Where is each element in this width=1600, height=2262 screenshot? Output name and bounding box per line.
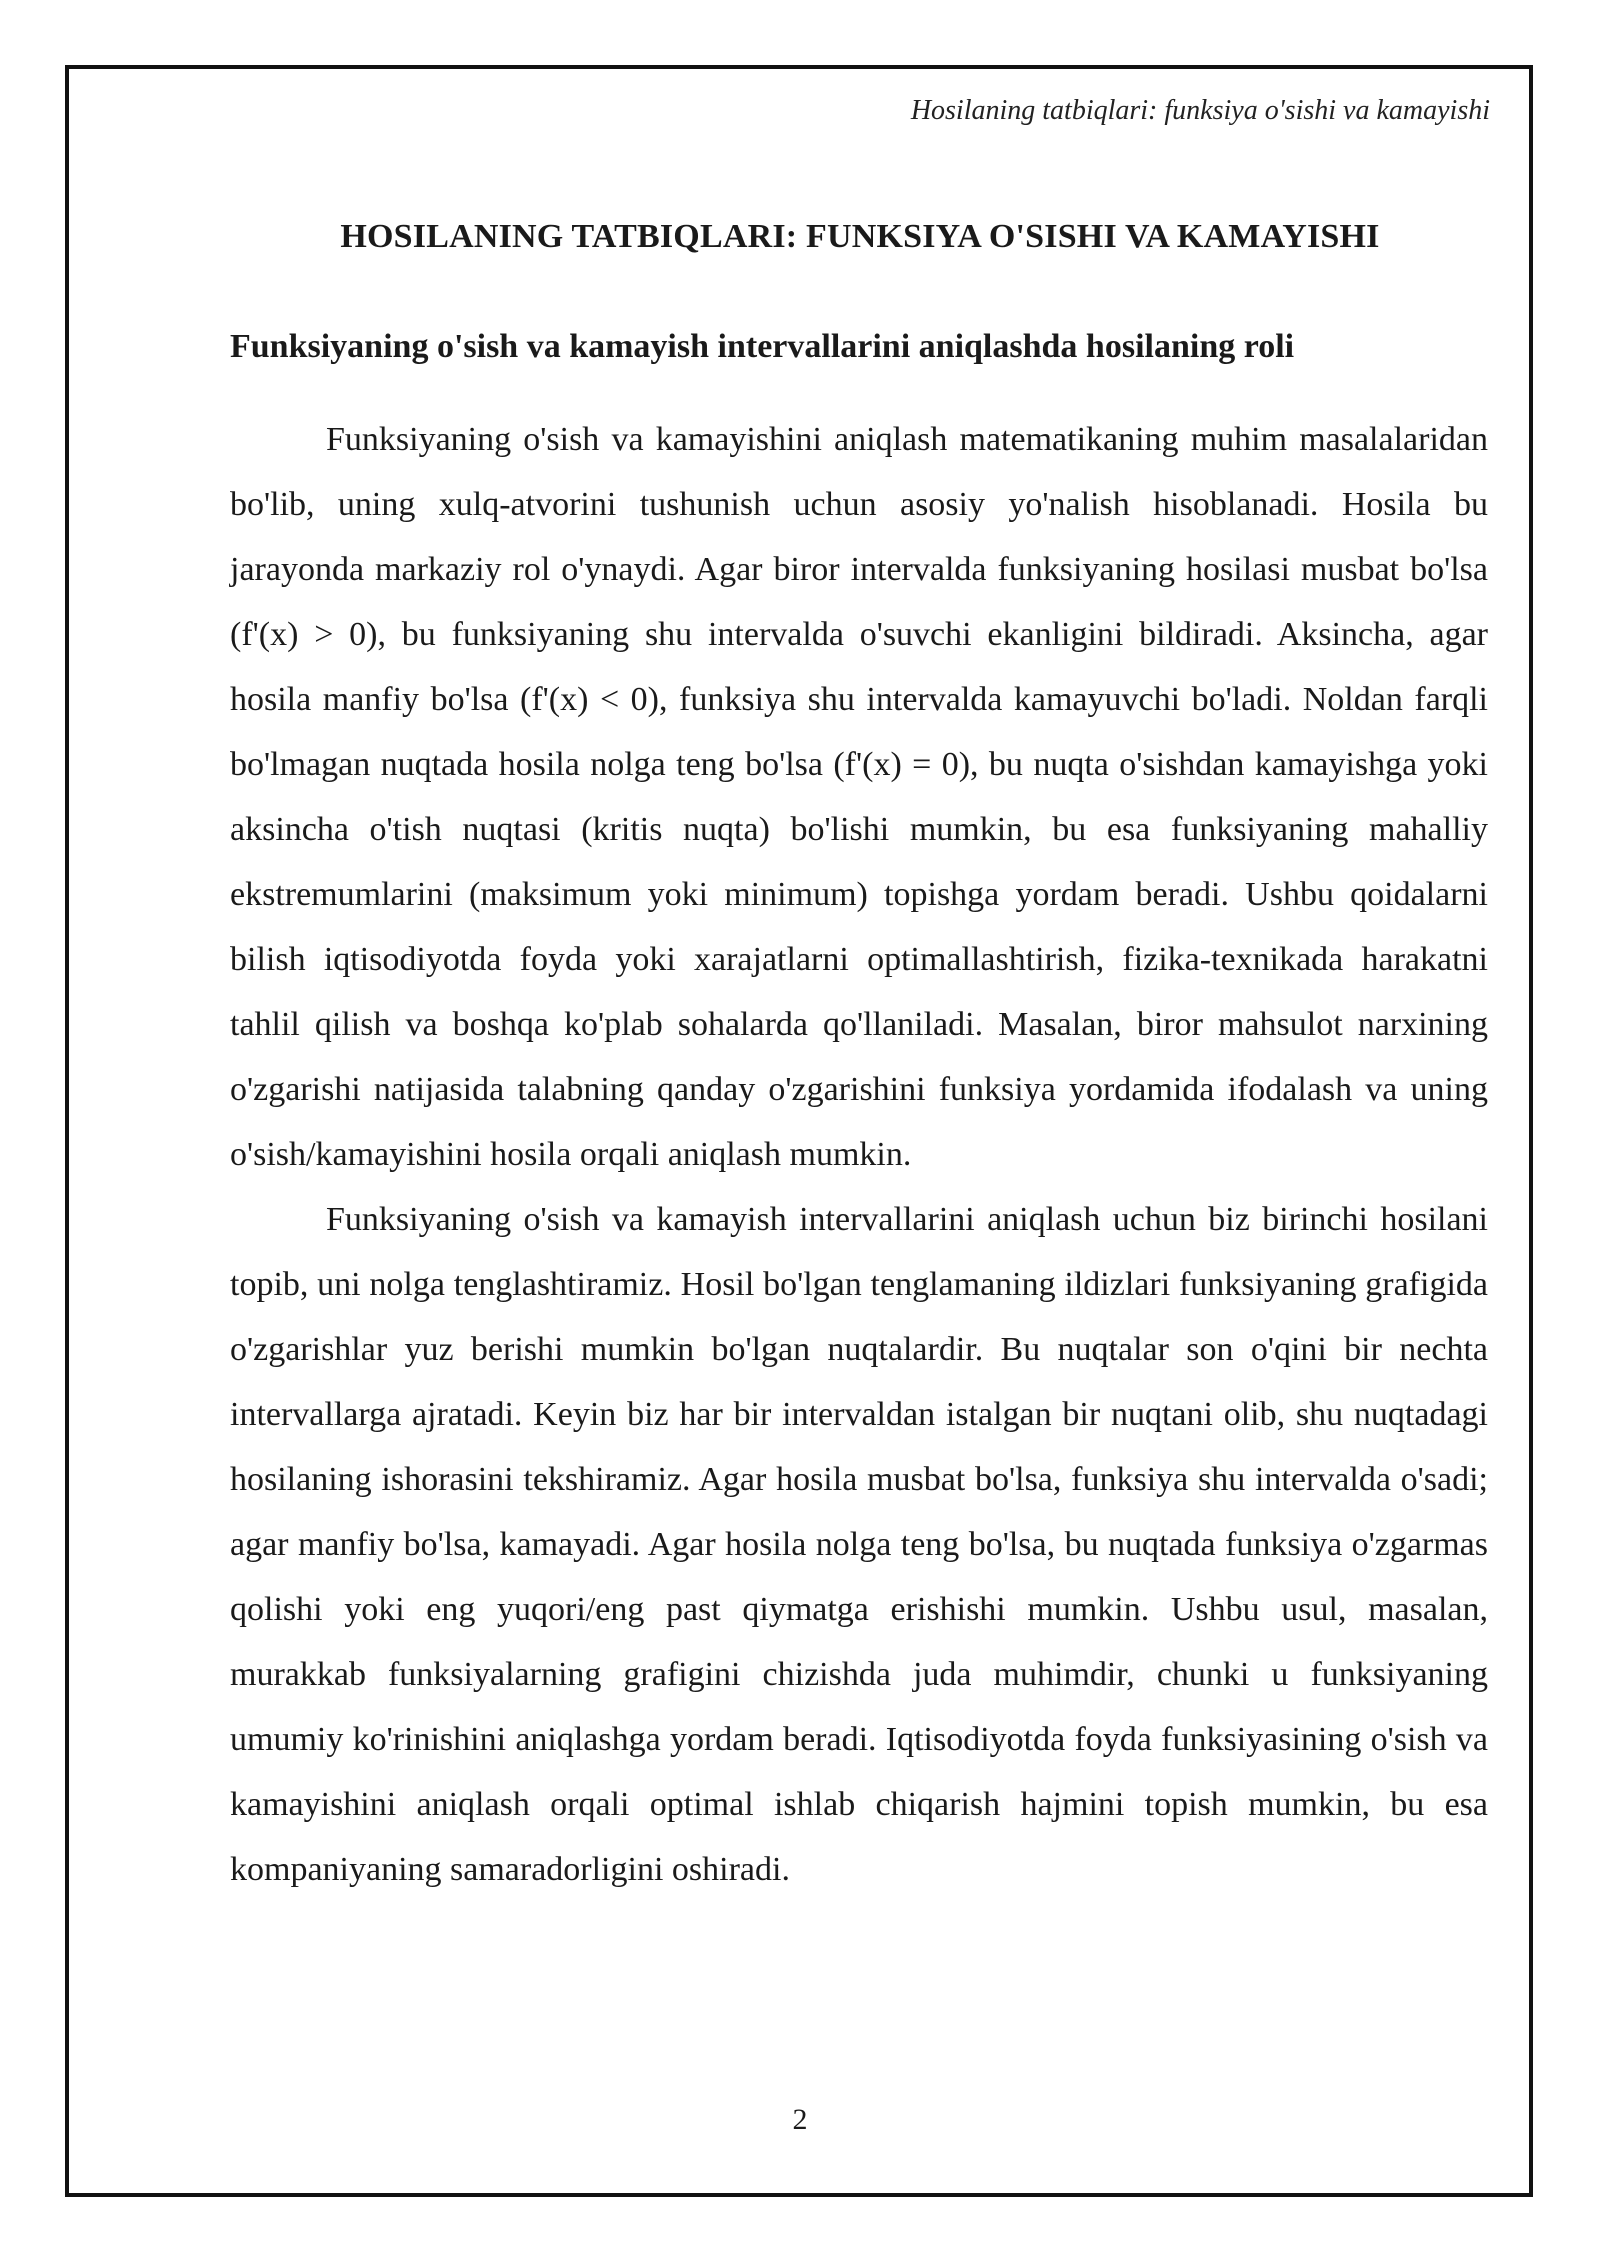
page-number: 2: [792, 2103, 808, 2136]
paragraph-1: Funksiyaning o'sish va kamayishini aniqlash matematikaning muhim masalalaridan bo'lib, uning xulq-atvorini tushunish uchun asosiy yo'nalish hisoblanadi. Hosila bu jarayonda markaziy rol o'ynaydi. Agar biror intervalda funksiyaning hosilasi musbat bo'lsa (f'(x) > 0), bu funksiyaning shu intervalda o'suvchi ekanligini bildiradi. Aksincha, agar hosila manfiy bo'lsa (f'(x) < 0), funksiya shu intervalda kamayuvchi bo'ladi. Noldan farqli bo'lmagan nuqtada hosila nolga teng bo'lsa (f'(x) = 0), bu nuqta o'sishdan kamayishga yoki aksincha o'tish nuqtasi (kritis nuqta) bo'lishi mumkin, bu esa funksiyaning mahalliy ekstremumlarini (maksimum yoki minimum) topishga yordam beradi. Ushbu qoidalarni bilish iqtisodiyotda foyda yoki xarajatlarni optimallashtirish, fizika-texnikada harakatni tahlil qilish va boshqa ko'plab sohalarda qo'llaniladi. Masalan, biror mahsulot narxining o'zgarishi natijasida talabning qanday o'zgarishini funksiya yordamida ifodalash va uning o'sish/kamayishini hosila orqali aniqlash mumkin.: [230, 421, 1488, 1173]
document-title: HOSILANING TATBIQLARI: FUNKSIYA O'SISHI VA KAMAYISHI: [340, 218, 1380, 255]
paragraph-2: Funksiyaning o'sish va kamayish intervallarini aniqlash uchun biz birinchi hosilani topib, uni nolga tenglashtiramiz. Hosil bo'lgan tenglamaning ildizlari funksiyaning grafigida o'zgarishlar yuz berishi mumkin bo'lgan nuqtalardir. Bu nuqtalar son o'qini bir nechta intervallarga ajratadi. Keyin biz har bir intervaldan istalgan bir nuqtani olib, shu nuqtadagi hosilaning ishorasini tekshiramiz. Agar hosila musbat bo'lsa, funksiya shu intervalda o'sadi; agar manfiy bo'lsa, kamayadi. Agar hosila nolga teng bo'lsa, bu nuqtada funksiya o'zgarmas qolishi yoki eng yuqori/eng past qiymatga erishishi mumkin. Ushbu usul, masalan, murakkab funksiyalarning grafigini chizishda juda muhimdir, chunki u funksiyaning umumiy ko'rinishini aniqlashga yordam beradi. Iqtisodiyotda foyda funksiyasining o'sish va kamayishini aniqlash orqali optimal ishlab chiqarish hajmini topish mumkin, bu esa kompaniyaning samaradorligini oshiradi.: [230, 1201, 1488, 1888]
section-heading: Funksiyaning o'sish va kamayish intervallarini aniqlashda hosilaning roli: [230, 328, 1295, 365]
running-header: Hosilaning tatbiqlari: funksiya o'sishi va kamayishi: [910, 95, 1490, 126]
body-text: [230, 407, 1488, 1902]
